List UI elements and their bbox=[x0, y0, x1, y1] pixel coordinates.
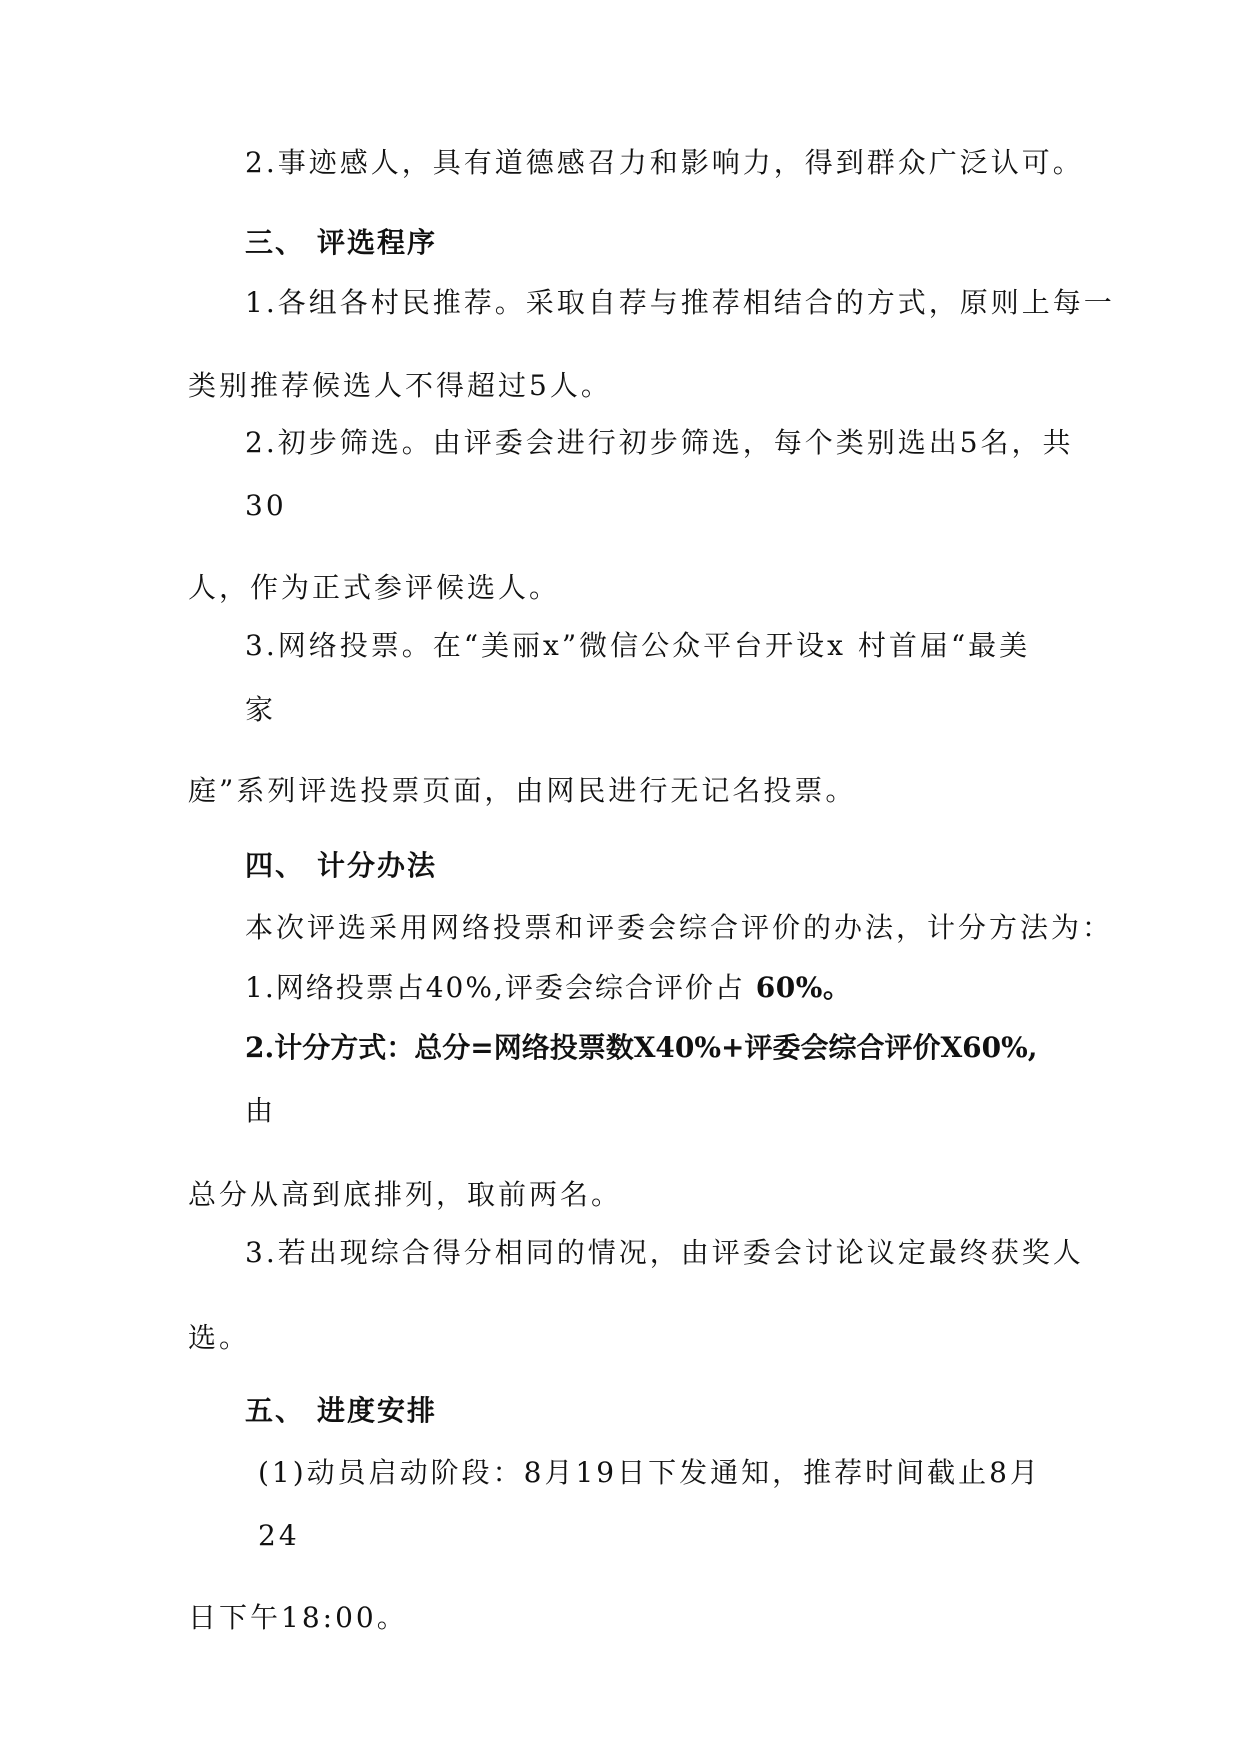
paragraph-procedure-2-cont2: 人，作为正式参评候选人。 bbox=[188, 571, 561, 604]
paragraph-schedule-1: (1)动员启动阶段：8月19日下发通知，推荐时间截止8月 bbox=[258, 1456, 1041, 1489]
paragraph-procedure-2: 2.初步筛选。由评委会进行初步筛选，每个类别选出5名，共 bbox=[245, 426, 1074, 459]
paragraph-schedule-1-cont2: 日下午18:00。 bbox=[188, 1601, 408, 1634]
section-heading-4 bbox=[245, 848, 437, 884]
section-title: 计分办法 bbox=[317, 849, 438, 882]
section-heading-3 bbox=[245, 225, 437, 261]
scoring-1-text: 1.网络投票占40%,评委会综合评价占 bbox=[245, 971, 756, 1004]
paragraph-schedule-1-cont: 24 bbox=[258, 1519, 300, 1552]
paragraph-procedure-3-cont2: 庭”系列评选投票页面，由网民进行无记名投票。 bbox=[188, 774, 857, 807]
paragraph-criteria-2: 2.事迹感人，具有道德感召力和影响力，得到群众广泛认可。 bbox=[245, 146, 1084, 179]
paragraph-procedure-3-cont: 家 bbox=[245, 693, 277, 726]
paragraph-procedure-2-cont: 30 bbox=[245, 489, 287, 522]
paragraph-scoring-3: 3.若出现综合得分相同的情况，由评委会讨论议定最终获奖人 bbox=[245, 1236, 1084, 1269]
paragraph-scoring-1 bbox=[245, 970, 851, 1006]
paragraph-procedure-1: 1.各组各村民推荐。采取自荐与推荐相结合的方式，原则上每一 bbox=[245, 286, 1115, 319]
section-title: 进度安排 bbox=[317, 1394, 438, 1427]
section-heading-5 bbox=[245, 1393, 437, 1429]
paragraph-scoring-2-cont2: 总分从高到底排列，取前两名。 bbox=[188, 1178, 623, 1211]
section-number: 五、 bbox=[245, 1394, 306, 1427]
section-title: 评选程序 bbox=[317, 226, 438, 259]
paragraph-procedure-1-cont: 类别推荐候选人不得超过5人。 bbox=[188, 369, 612, 402]
paragraph-scoring-3-cont: 选。 bbox=[188, 1321, 251, 1354]
scoring-1-percent: 60%。 bbox=[755, 971, 852, 1004]
paragraph-scoring-2: 2.计分方式：总分=网络投票数X40%+评委会综合评价X60%, bbox=[245, 1031, 1038, 1064]
paragraph-scoring-intro: 本次评选采用网络投票和评委会综合评价的办法，计分方法为： bbox=[245, 911, 1114, 944]
section-number: 四、 bbox=[245, 849, 306, 882]
paragraph-procedure-3: 3.网络投票。在“美丽x”微信公众平台开设x 村首届“最美 bbox=[245, 629, 1031, 662]
section-number: 三、 bbox=[245, 226, 306, 259]
paragraph-scoring-2-cont: 由 bbox=[245, 1094, 277, 1127]
